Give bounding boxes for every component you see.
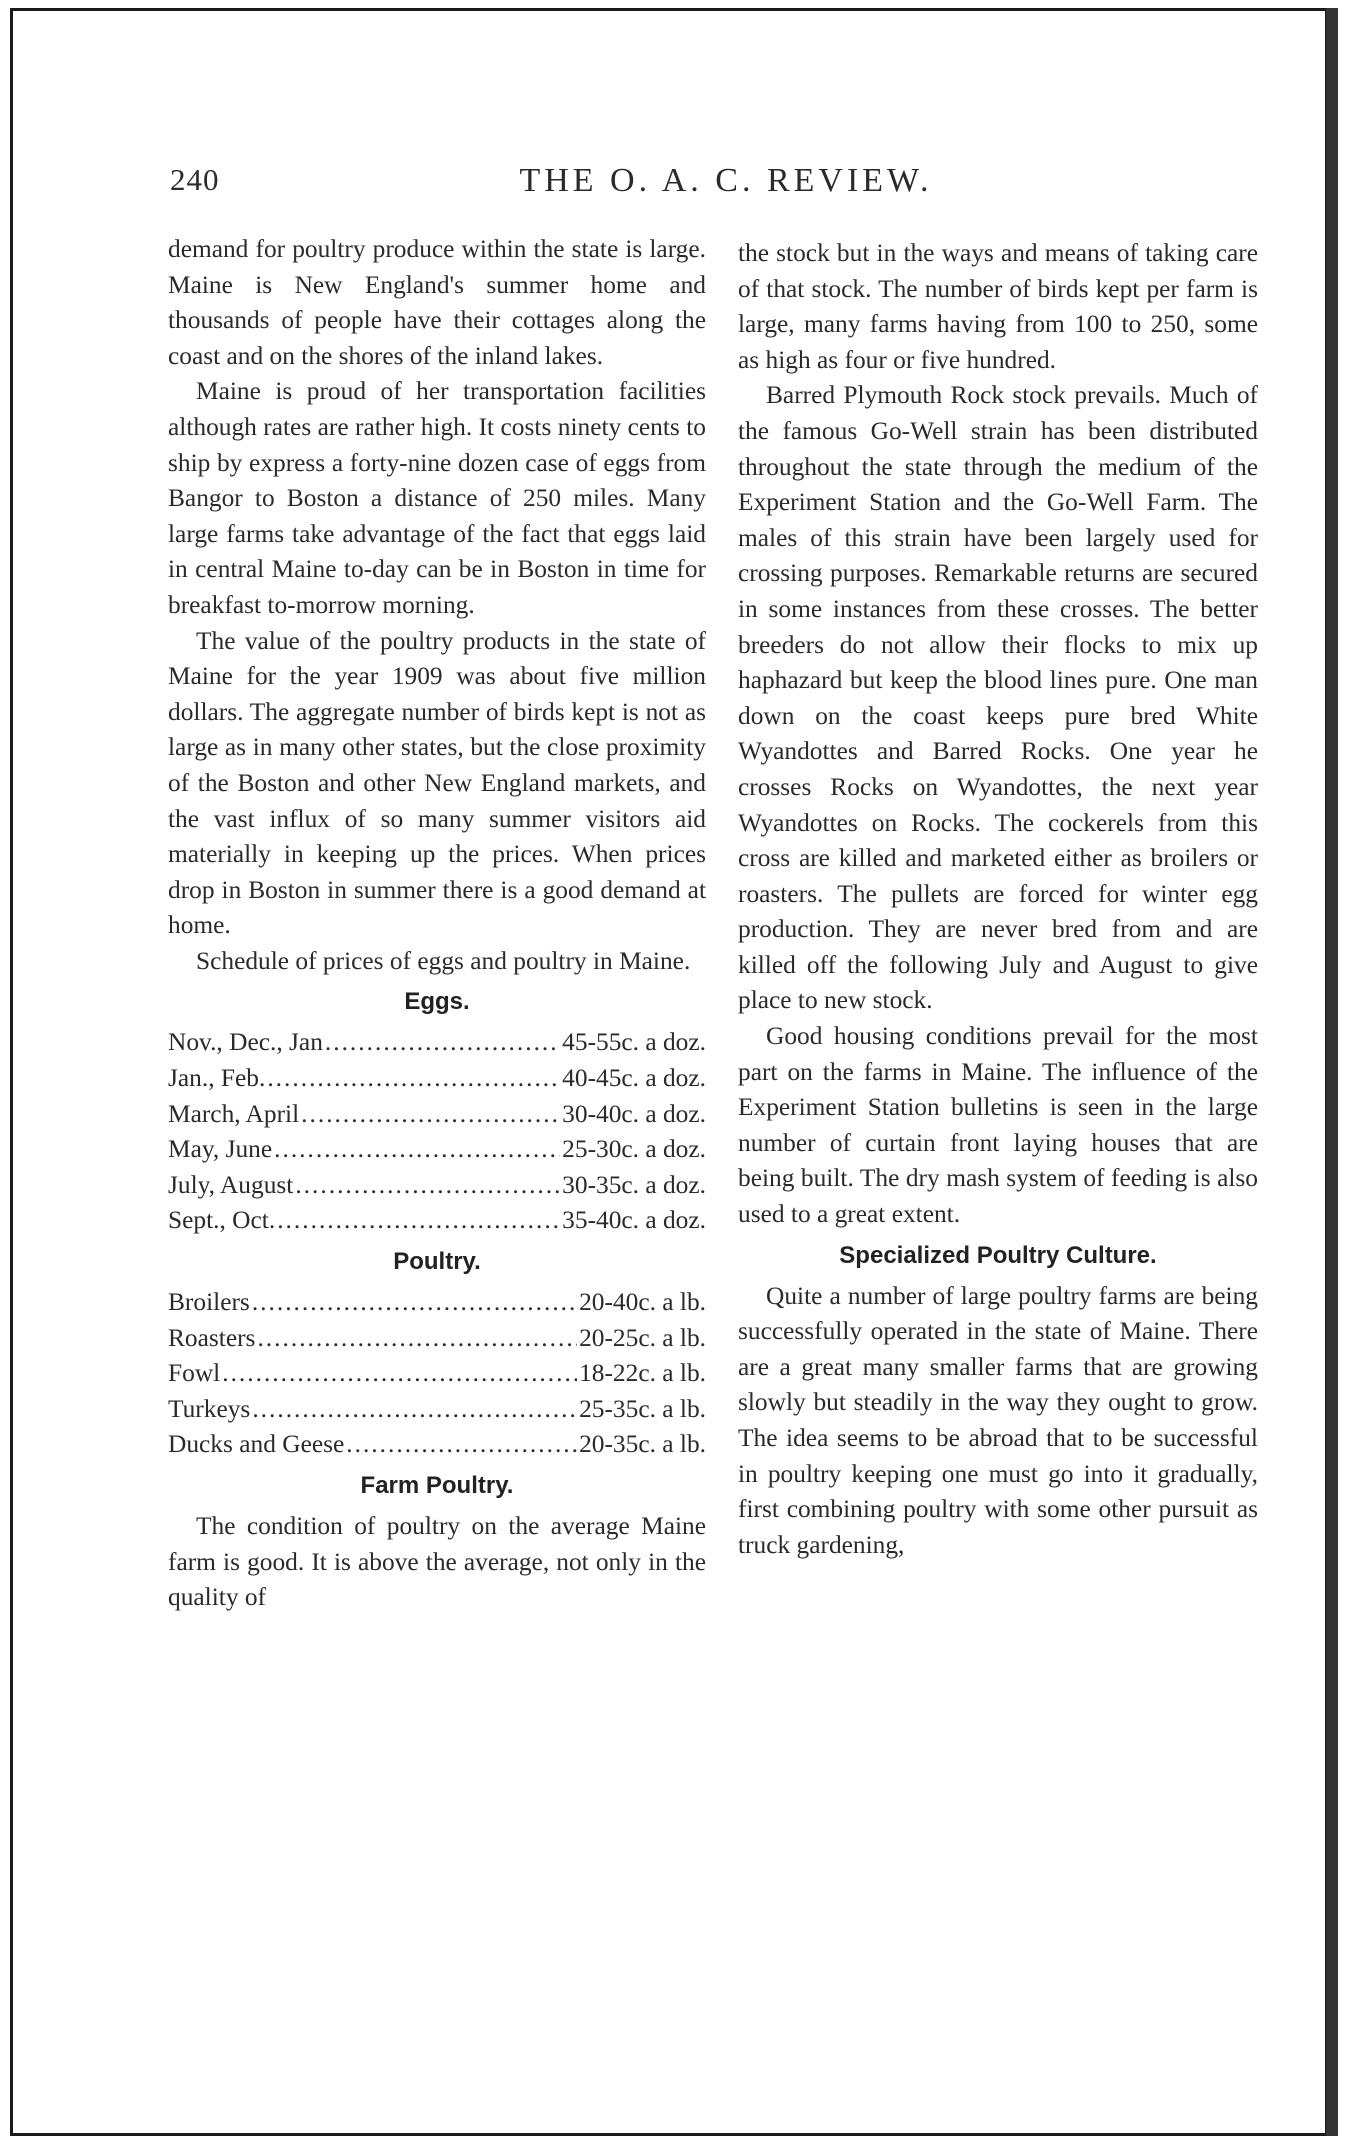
right-column: [738, 236, 1258, 1563]
leader-dots: [346, 1427, 577, 1463]
eggs-row: [168, 1061, 706, 1097]
poultry-price: 18-22c. a lb.: [579, 1359, 706, 1388]
poultry-price: 25-35c. a lb.: [579, 1394, 706, 1423]
leader-dots: [301, 1097, 560, 1133]
leader-dots: [295, 1168, 560, 1204]
eggs-price: 30-40c. a doz.: [562, 1099, 706, 1128]
poultry-kind: Roasters: [168, 1323, 256, 1352]
poultry-price-table: [168, 1285, 706, 1463]
eggs-row: [168, 1132, 706, 1168]
left-column: [168, 232, 706, 1616]
leader-dots: [252, 1392, 577, 1428]
eggs-period: July, August: [168, 1170, 294, 1199]
specialized-poultry-heading: Specialized Poultry Culture.: [839, 1241, 1157, 1269]
poultry-row: [168, 1427, 706, 1463]
eggs-price: 35-40c. a doz.: [562, 1206, 706, 1235]
poultry-price: 20-40c. a lb.: [579, 1288, 706, 1317]
leader-dots: [274, 1132, 560, 1168]
eggs-row: [168, 1025, 706, 1061]
eggs-period: Sept., Oct.: [168, 1206, 276, 1235]
poultry-row: [168, 1392, 706, 1428]
left-paragraph-2: Maine is proud of her transportation facilities although rates are rather high. It costs ninety cents to ship by express a forty-nine dozen case of eggs from Bangor to Boston a distance of 250 miles. Many large farms take advantage of the fact that eggs laid in central Maine to-day can be in Boston in time for breakfast to-morrow morning.: [168, 377, 706, 619]
left-paragraph-5: The condition of poultry on the average Maine farm is good. It is above the average, not only in the quality of: [168, 1512, 706, 1612]
eggs-row: [168, 1203, 706, 1239]
journal-title: THE O. A. C. REVIEW.: [519, 162, 933, 199]
poultry-kind: Turkeys: [168, 1394, 251, 1423]
farm-poultry-heading: Farm Poultry.: [360, 1472, 514, 1499]
eggs-price: 30-35c. a doz.: [562, 1170, 706, 1199]
right-paragraph-3: Good housing conditions prevail for the most part on the farms in Maine. The influence of the Experiment Station bulletins is seen in the large number of curtain front laying houses that are being built. The dry mash system of feeding is also used to a great extent.: [738, 1022, 1258, 1229]
poultry-row: [168, 1285, 706, 1321]
poultry-kind: Broilers: [168, 1288, 250, 1317]
leader-dots: [222, 1356, 577, 1392]
leader-dots: [252, 1285, 577, 1321]
right-paragraph-4: Quite a number of large poultry farms are being successfully operated in the state of Maine. There are a great many smaller farms that are growing slowly but steadily in the way they ought to grow. The idea seems to be abroad that to be successful in poultry keeping one must go into it gradually, first combining poultry with some other pursuit as truck gardening,: [738, 1281, 1258, 1559]
eggs-period: Nov., Dec., Jan: [168, 1028, 323, 1057]
eggs-period: May, June: [168, 1135, 273, 1164]
page-edge-shadow: [1326, 8, 1338, 2136]
poultry-price: 20-35c. a lb.: [579, 1430, 706, 1459]
eggs-heading: Eggs.: [404, 988, 470, 1016]
leader-dots: [277, 1203, 560, 1239]
left-paragraph-1: demand for poultry produce within the state is large. Maine is New England's summer home and thousands of people have their cottages along the coast and on the shores of the inland lakes.: [168, 235, 706, 370]
poultry-heading: Poultry.: [393, 1248, 481, 1276]
leader-dots: [267, 1061, 560, 1097]
eggs-row: [168, 1097, 706, 1133]
eggs-period: March, April: [168, 1099, 300, 1128]
left-paragraph-4: Schedule of prices of eggs and poultry in Maine.: [196, 946, 691, 975]
page-number: 240: [170, 162, 220, 197]
poultry-row: [168, 1356, 706, 1392]
leader-dots: [257, 1321, 577, 1357]
eggs-price-table: [168, 1025, 706, 1239]
eggs-price: 40-45c. a doz.: [562, 1064, 706, 1093]
poultry-kind: Ducks and Geese: [168, 1430, 345, 1459]
poultry-kind: Fowl: [168, 1359, 221, 1388]
poultry-row: [168, 1321, 706, 1357]
eggs-price: 45-55c. a doz.: [562, 1028, 706, 1057]
right-paragraph-2: Barred Plymouth Rock stock prevails. Much of the famous Go-Well strain has been distributed throughout the state through the medium of the Experiment Station and the Go-Well Farm. The males of this strain have been largely used for crossing purposes. Remarkable returns are secured in some instances from these crosses. The better breeders do not allow their flocks to mix up haphazard but keep the blood lines pure. One man down on the coast keeps pure bred White Wyandottes and Barred Rocks. One year he crosses Rocks on Wyandottes, the next year Wyandottes on Rocks. The cockerels from this cross are killed and marketed either as broilers or roasters. The pullets are forced for winter egg production. They are never bred from and are killed off the following July and August to give place to new stock.: [738, 381, 1258, 1015]
eggs-period: Jan., Feb.: [168, 1064, 266, 1093]
poultry-price: 20-25c. a lb.: [579, 1323, 706, 1352]
running-head: [170, 162, 1282, 208]
left-paragraph-3: The value of the poultry products in the state of Maine for the year 1909 was about five million dollars. The aggregate number of birds kept is not as large as in many other states, but the close proximity of the Boston and other New England markets, and the vast influx of so many summer visitors aid materially in keeping up the prices. When prices drop in Boston in summer there is a good demand at home.: [168, 626, 706, 940]
right-paragraph-1: the stock but in the ways and means of taking care of that stock. The number of birds kept per farm is large, many farms having from 100 to 250, some as high as four or five hundred.: [738, 239, 1258, 374]
eggs-row: [168, 1168, 706, 1204]
leader-dots: [325, 1025, 560, 1061]
eggs-price: 25-30c. a doz.: [562, 1135, 706, 1164]
